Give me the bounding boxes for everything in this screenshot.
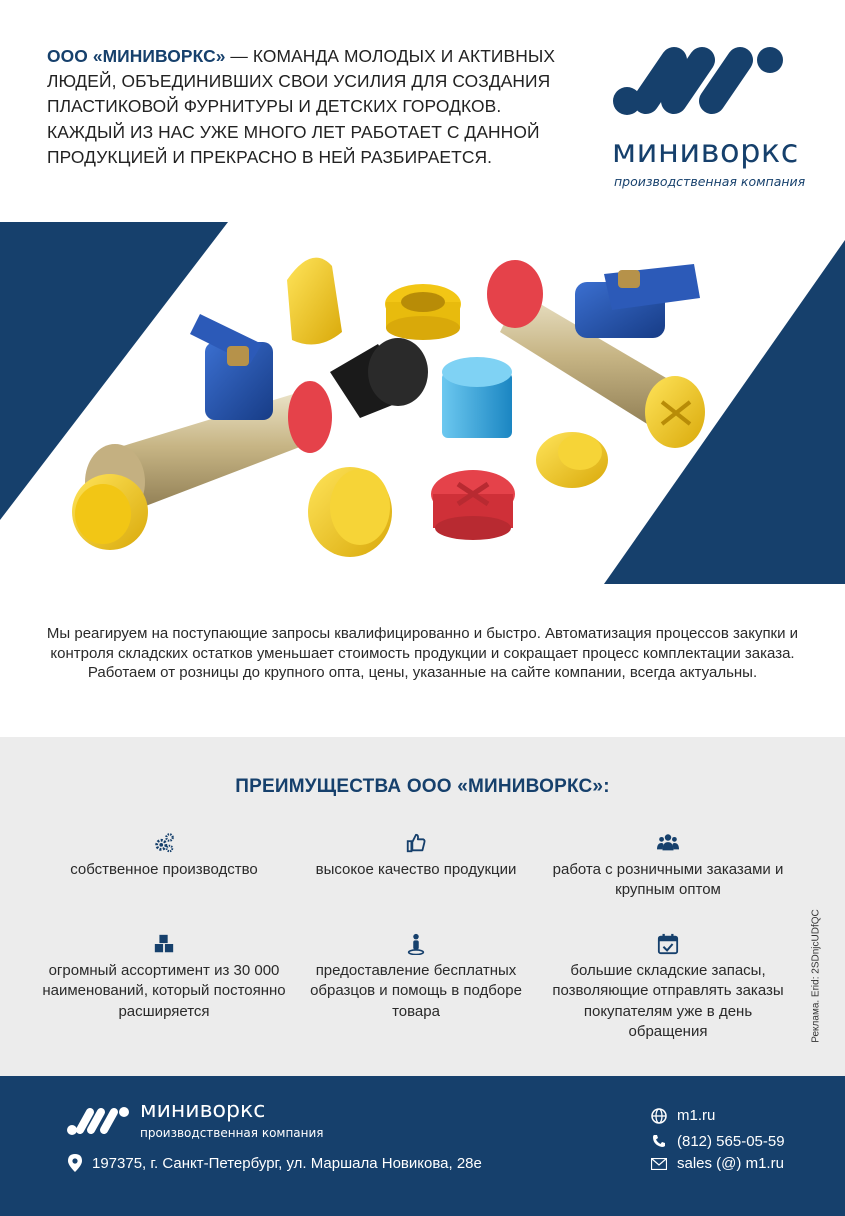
- yellow-threaded-ring: [385, 284, 461, 340]
- advantage-item: [39, 933, 289, 1022]
- advantage-label: высокое качество продукции: [315, 861, 517, 878]
- advantage-item: [291, 832, 541, 880]
- advantage-label: работа с розничными заказами и крупным оптом: [552, 861, 784, 899]
- cubes-icon: [153, 933, 175, 955]
- advantage-label: собственное производство: [70, 861, 258, 878]
- calendar-check-icon: [657, 933, 679, 955]
- location-pin-icon: [68, 1154, 82, 1172]
- cyan-cap: [442, 357, 512, 438]
- advantage-item: [543, 832, 793, 901]
- intro-brand: ООО «МИНИВОРКС»: [47, 46, 226, 66]
- right-ball-valve: [487, 260, 705, 448]
- gears-icon: [153, 832, 175, 854]
- footer-logo-word: миниворкс: [140, 1098, 266, 1123]
- yellow-cap-tall: [287, 258, 342, 345]
- black-cap: [330, 338, 428, 418]
- brand-logo-subtitle: производственная компания: [614, 174, 806, 189]
- footer-address: 197375, г. Санкт-Петербург, ул. Маршала Новикова, 28е: [92, 1155, 482, 1172]
- footer-phone-link[interactable]: (812) 565-05-59: [677, 1133, 785, 1150]
- company-description: Мы реагируем на поступающие запросы квалифицированно и быстро. Автоматизация процессов закупки и контроля складских остатков уменьшает стоимость продукции и сокращает процесс комплектации заказа. Работаем от розницы до крупного опта, цены, указанные на сайте компании, всегда актуальны.: [46, 625, 799, 682]
- yellow-threaded-plug: [536, 432, 608, 488]
- mail-icon: [651, 1158, 667, 1170]
- yellow-cap-open: [308, 467, 392, 557]
- globe-icon: [651, 1108, 667, 1124]
- footer-website-link[interactable]: m1.ru: [677, 1107, 716, 1124]
- intro-text: [47, 44, 567, 170]
- footer-logo-mark: [66, 1106, 130, 1136]
- product-showcase: [0, 222, 845, 584]
- users-icon: [657, 832, 679, 854]
- red-plug: [431, 470, 515, 540]
- advantage-item: [543, 933, 793, 1043]
- brand-logo-word: миниворкс: [612, 132, 799, 170]
- footer-logo-subtitle: производственная компания: [140, 1126, 324, 1140]
- person-pin-icon: [405, 933, 427, 955]
- advantages-title: ПРЕИМУЩЕСТВА ООО «МИНИВОРКС»:: [235, 776, 610, 797]
- footer-email-link[interactable]: sales (@) m1.ru: [677, 1155, 784, 1172]
- thumbs-up-icon: [405, 832, 427, 854]
- ad-erid-label: Реклама. Erid: 2SDnjcUDfQC: [810, 909, 822, 1043]
- advantage-label: большие складские запасы, позволяющие отправлять заказы покупателям уже в день обращения: [552, 962, 784, 1041]
- intro-body: — КОМАНДА МОЛОДЫХ И АКТИВНЫХ ЛЮДЕЙ, ОБЪЕДИНИВШИХ СВОИ УСИЛИЯ ДЛЯ СОЗДАНИЯ ПЛАСТИКОВОЙ ФУРНИТУРЫ И ДЕТСКИХ ГОРОДКОВ. КАЖДЫЙ ИЗ НАС УЖЕ МНОГО ЛЕТ РАБОТАЕТ С ДАННОЙ ПРОДУКЦИЕЙ И ПРЕКРАСНО В НЕЙ РАЗБИРАЕТСЯ.: [47, 46, 556, 167]
- advantage-label: предоставление бесплатных образцов и помощь в подборе товара: [310, 962, 522, 1020]
- advantage-item: [291, 933, 541, 1022]
- phone-icon: [652, 1134, 666, 1148]
- advantage-item: [39, 832, 289, 880]
- advantage-label: огромный ассортимент из 30 000 наименований, который постоянно расширяется: [42, 962, 286, 1020]
